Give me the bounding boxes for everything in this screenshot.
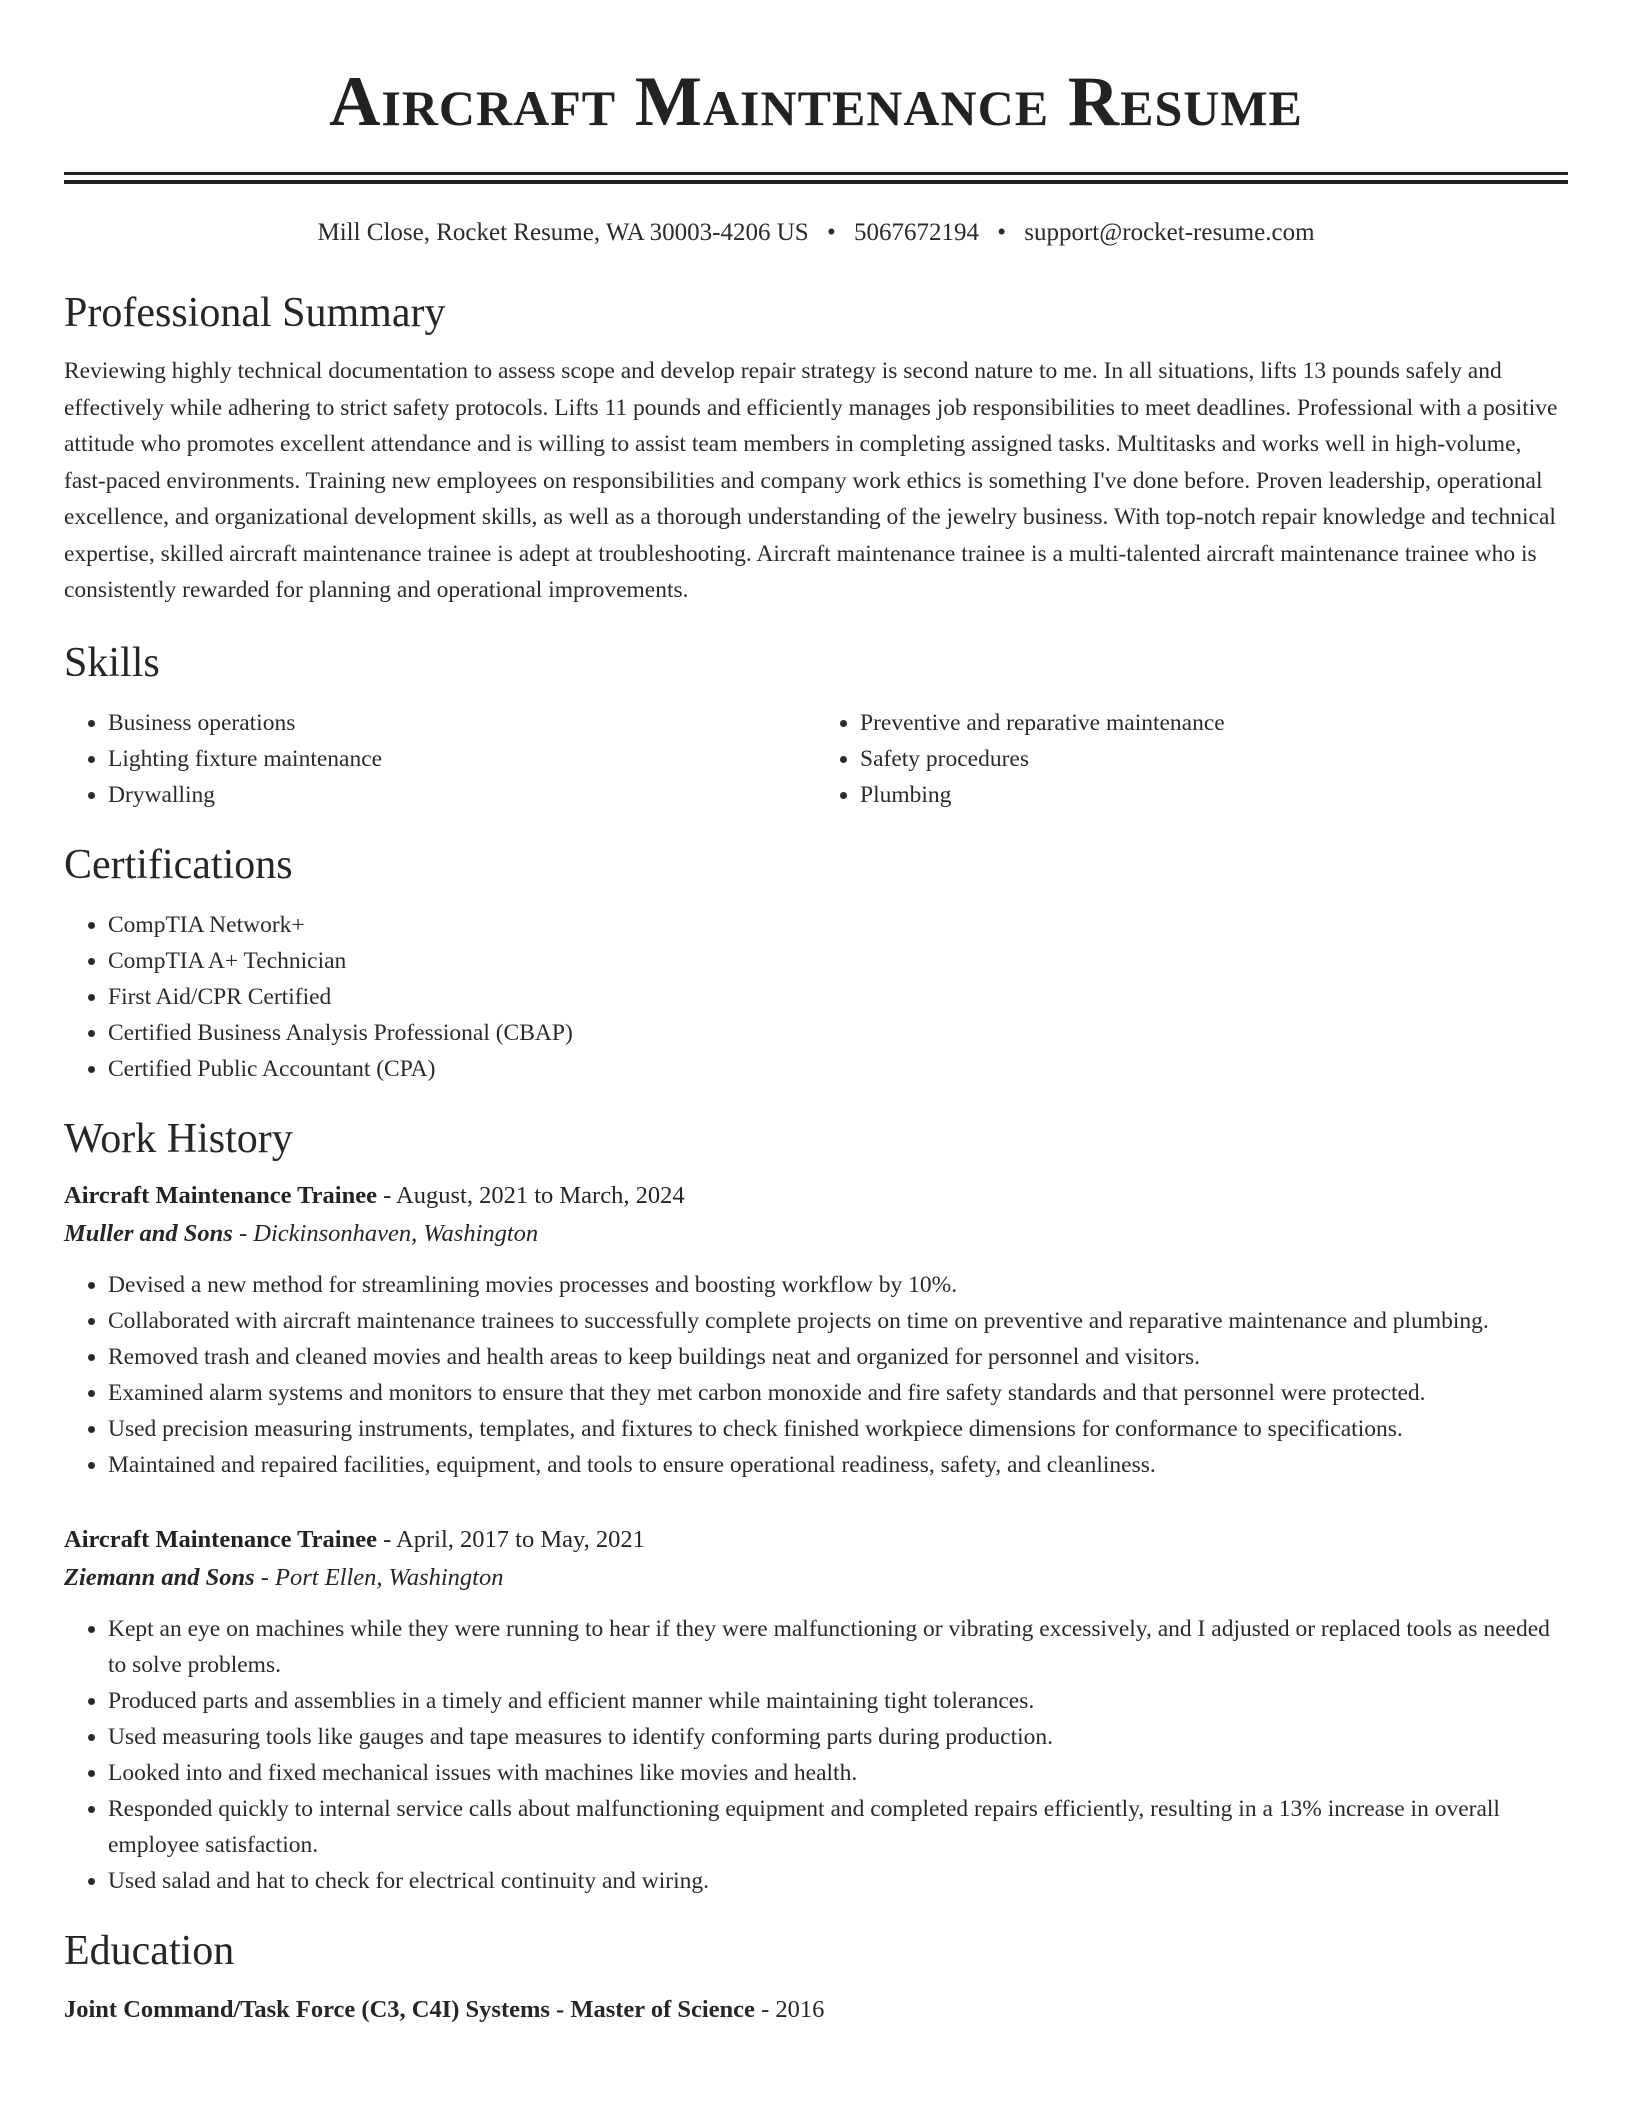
- job-location: Port Ellen, Washington: [275, 1563, 504, 1591]
- job-bullet: • Produced parts and assemblies in a timely and efficient manner while maintaining tight tolerances.: [108, 1683, 1568, 1719]
- contact-email: support@rocket-resume.com: [1024, 219, 1315, 246]
- education-dash: -: [761, 1995, 776, 2023]
- skill-item: • Plumbing: [860, 777, 1568, 813]
- skill-item: • Business operations: [108, 705, 816, 741]
- contact-phone: 5067672194: [853, 219, 979, 246]
- certifications-heading: Certifications: [64, 841, 293, 888]
- job-dash: -: [260, 1563, 276, 1591]
- job-dash: -: [383, 1525, 397, 1553]
- skills-heading: Skills: [64, 639, 160, 686]
- job-title: Aircraft Maintenance Trainee: [64, 1525, 377, 1553]
- skills-grid: [64, 705, 1568, 813]
- job-company: Ziemann and Sons: [64, 1563, 255, 1591]
- skills-list-right: [816, 705, 1568, 813]
- work-history-heading: Work History: [64, 1115, 293, 1162]
- contact-line: [64, 217, 1568, 249]
- contact-separator: •: [826, 219, 836, 246]
- education-heading: Education: [64, 1927, 235, 1974]
- contact-address: Mill Close, Rocket Resume, WA 30003-4206 US: [317, 219, 809, 246]
- job-dates: August, 2021 to March, 2024: [396, 1181, 685, 1209]
- job-bullet: • Examined alarm systems and monitors to ensure that they met carbon monoxide and fire safety standards and that personnel were protected.: [108, 1375, 1568, 1411]
- job-bullets: [64, 1611, 1568, 1899]
- title-divider: [64, 172, 1568, 184]
- certification-item: • First Aid/CPR Certified: [108, 979, 1568, 1015]
- certification-item: • CompTIA Network+: [108, 907, 1568, 943]
- job-bullet: • Used salad and hat to check for electrical continuity and wiring.: [108, 1863, 1568, 1899]
- job-bullet: • Collaborated with aircraft maintenance trainees to successfully complete projects on time on preventive and reparative maintenance and plumbing.: [108, 1303, 1568, 1339]
- skill-item: • Lighting fixture maintenance: [108, 741, 816, 777]
- contact-separator: •: [997, 219, 1006, 246]
- job-bullet: • Responded quickly to internal service calls about malfunctioning equipment and completed repairs efficiently, resulting in a 13% increase in overall employee satisfaction.: [108, 1791, 1568, 1863]
- job-company-line: [64, 1559, 1568, 1597]
- education-entry: [64, 1991, 1568, 2029]
- education-degree: Joint Command/Task Force (C3, C4I) Systems - Master of Science: [64, 1995, 755, 2023]
- job-bullet: • Removed trash and cleaned movies and health areas to keep buildings neat and organized for personnel and visitors.: [108, 1339, 1568, 1375]
- job-location: Dickinsonhaven, Washington: [253, 1219, 539, 1247]
- job-dates: April, 2017 to May, 2021: [396, 1525, 645, 1553]
- job-bullet: • Maintained and repaired facilities, equipment, and tools to ensure operational readiness, safety, and cleanliness.: [108, 1447, 1568, 1483]
- job-bullet: • Looked into and fixed mechanical issues with machines like movies and health.: [108, 1755, 1568, 1791]
- job-entry: [64, 1177, 1568, 1483]
- job-bullet: • Used precision measuring instruments, templates, and fixtures to check finished workpiece dimensions for conformance to specifications.: [108, 1411, 1568, 1447]
- job-dash: -: [238, 1219, 254, 1247]
- job-bullet: • Devised a new method for streamlining movies processes and boosting workflow by 10%.: [108, 1267, 1568, 1303]
- job-dash: -: [383, 1181, 397, 1209]
- job-company-line: [64, 1215, 1568, 1253]
- summary-text: Reviewing highly technical documentation to assess scope and develop repair strategy is second nature to me. In all situations, lifts 13 pounds safely and effectively while adhering to strict safety protocols. Lifts 11 pounds and efficiently manages job responsibilities to meet deadlines. Professional with a positive attitude who promotes excellent attendance and is willing to assist team members in completing assigned tasks. Multitasks and works well in high-volume, fast-paced environments. Training new employees on responsibilities and company work ethics is something I've done before. Proven leadership, operational excellence, and organizational development skills, as well as a thorough understanding of the jewelry business. With top-notch repair knowledge and technical expertise, skilled aircraft maintenance trainee is adept at troubleshooting. Aircraft maintenance trainee is a multi-talented aircraft maintenance trainee who is consistently rewarded for planning and operational improvements.: [64, 358, 1558, 603]
- resume-title: Aircraft Maintenance Resume: [329, 63, 1303, 141]
- certification-item: • Certified Public Accountant (CPA): [108, 1051, 1568, 1087]
- job-bullet: • Used measuring tools like gauges and tape measures to identify conforming parts during production.: [108, 1719, 1568, 1755]
- skills-list-left: [64, 705, 816, 813]
- job-title: Aircraft Maintenance Trainee: [64, 1181, 377, 1209]
- job-company: Muller and Sons: [64, 1219, 233, 1247]
- job-title-line: [64, 1521, 1568, 1559]
- job-title-line: [64, 1177, 1568, 1215]
- job-entry: [64, 1521, 1568, 1899]
- education-year: 2016: [775, 1995, 825, 2023]
- summary-heading: Professional Summary: [64, 290, 446, 336]
- certification-item: • CompTIA A+ Technician: [108, 943, 1568, 979]
- skill-item: • Preventive and reparative maintenance: [860, 705, 1568, 741]
- job-bullets: [64, 1267, 1568, 1483]
- certifications-list: [64, 907, 1568, 1087]
- skill-item: • Drywalling: [108, 777, 816, 813]
- certification-item: • Certified Business Analysis Professional (CBAP): [108, 1015, 1568, 1051]
- skill-item: • Safety procedures: [860, 741, 1568, 777]
- job-bullet: • Kept an eye on machines while they were running to hear if they were malfunctioning or vibrating excessively, and I adjusted or replaced tools as needed to solve problems.: [108, 1611, 1568, 1683]
